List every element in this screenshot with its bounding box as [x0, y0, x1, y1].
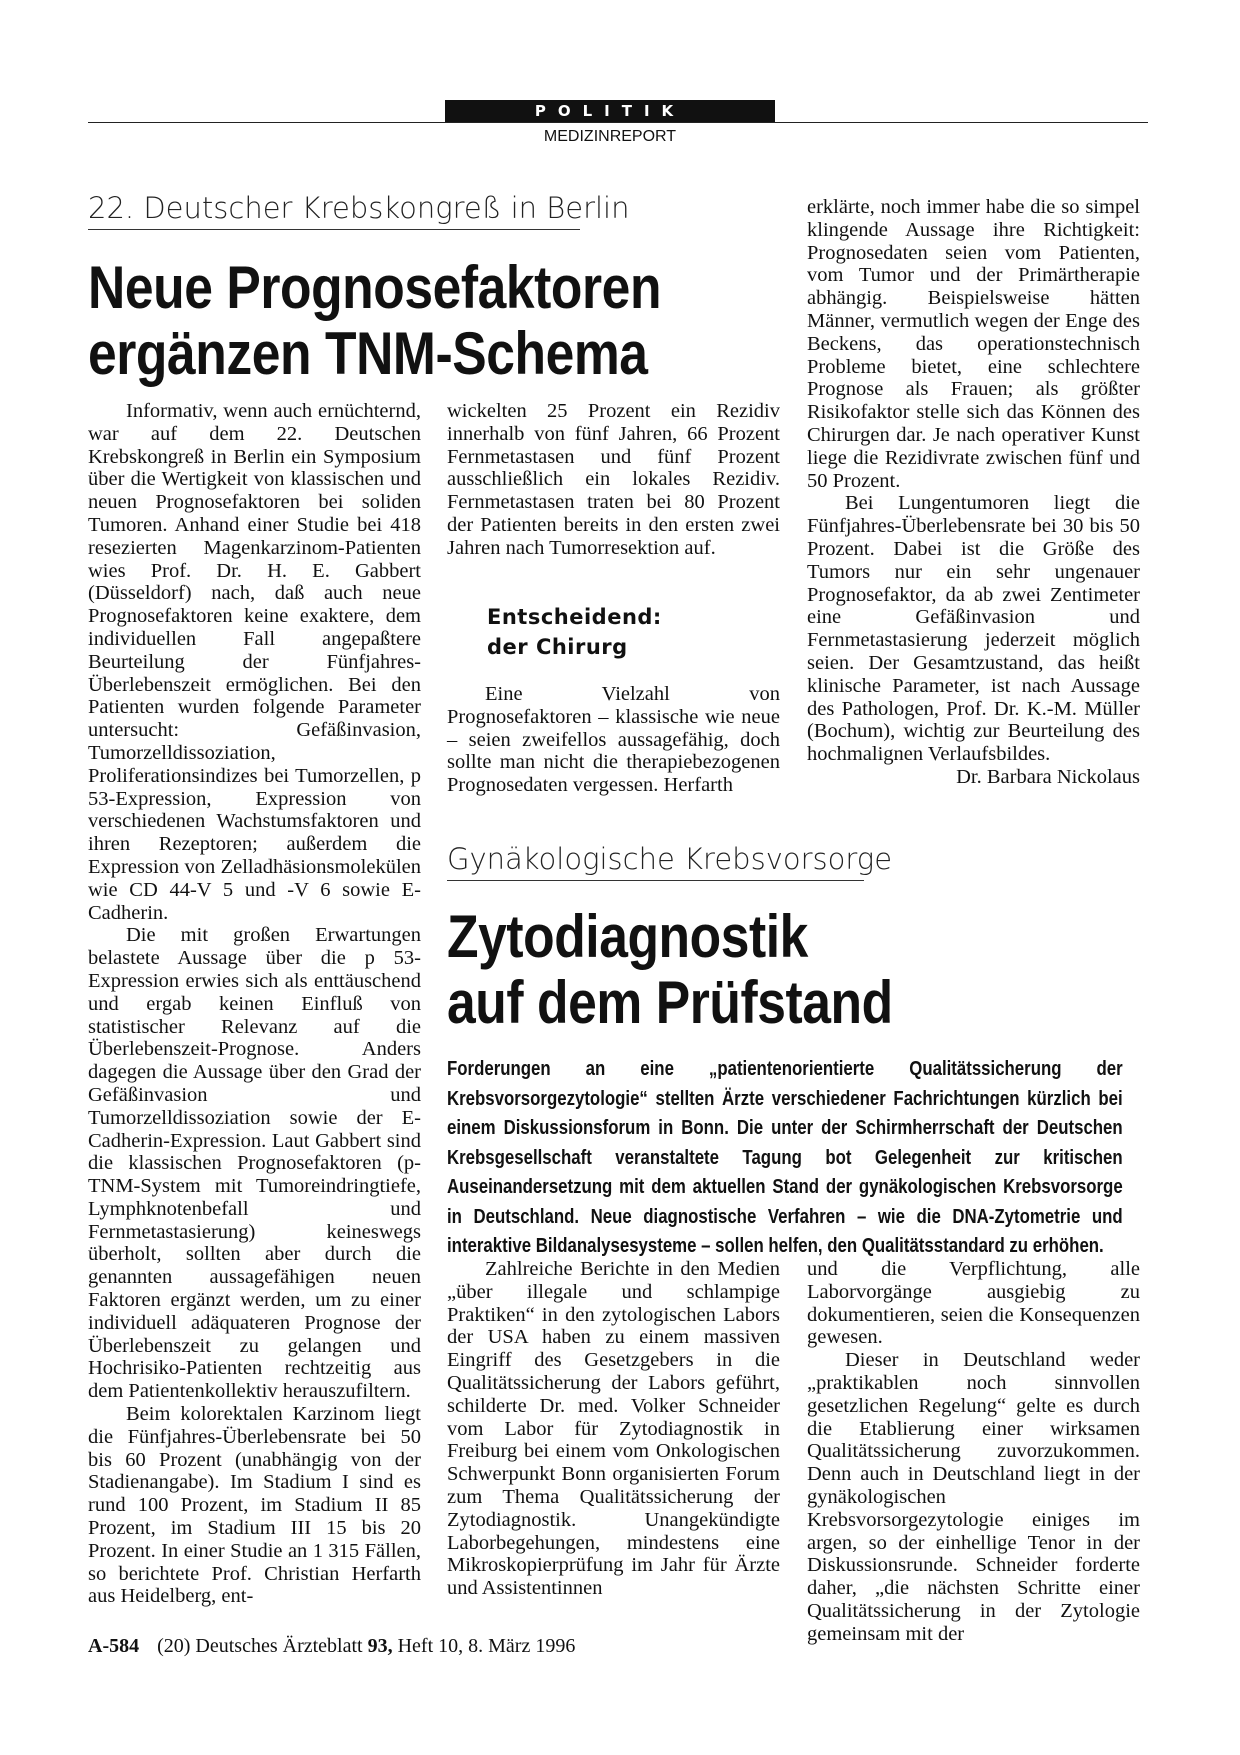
article1-column-2b	[447, 683, 780, 797]
article1-author: Dr. Barbara Nickolaus	[956, 765, 1140, 788]
article2-paragraph: Dieser in Deutschland weder „praktikablen noch sinnvollen gesetzlichen Regelung“ gelte es durch die Etablierung einer wirksamen Qualitätssicherung zuvorzukommen. Denn auch in Deutschland liegt in der gynäkologischen Krebsvorsorgezytologie einiges im argen, so der einhellige Tenor in der Diskussionsrunde. Schneider forderte daher, „die nächsten Schritte einer Qualitätssicherung in der Zytologie gemeinsam mit der	[807, 1349, 1140, 1645]
article2-column-3	[807, 1258, 1140, 1646]
footer-volume: 93,	[367, 1635, 393, 1657]
article1-column-2	[447, 400, 780, 560]
article1-kicker: 22. Deutscher Krebskongreß in Berlin	[88, 191, 580, 230]
article1-paragraph: wickelten 25 Prozent ein Rezidiv innerhalb von fünf Jahren, 66 Prozent Fernmetastasen und fünf Prozent ausschließlich ein lokales Rezidiv. Fernmetastasen traten bei 80 Prozent der Patienten bereits in den ersten zwei Jahren nach Tumorresektion auf.	[447, 400, 780, 559]
article1-headline	[88, 255, 661, 387]
article2-headline-line2: auf dem Prüfstand	[447, 969, 893, 1036]
article1-headline-line1: Neue Prognosefaktoren	[88, 254, 662, 321]
page-number: A-584	[88, 1635, 140, 1657]
article1-subhead-line1: Entscheidend:	[487, 605, 662, 629]
section-label: POLITIK	[445, 100, 775, 122]
article1-column-1	[88, 400, 421, 1608]
page-footer	[88, 1635, 575, 1658]
article1-subhead	[487, 602, 767, 662]
article1-paragraph: Informativ, wenn auch ernüchternd, war auf dem 22. Deutschen Krebskongreß in Berlin ein Symposium über die Wertigkeit von klassischen und neuen Prognosefaktoren bei soliden Tumoren. Anhand einer Studie bei 418 resezierten Magenkarzinom-Patienten wies Prof. Dr. H. E. Gabbert (Düsseldorf) nach, daß auch neue Prognosefaktoren keine exaktere, dem individuellen Fall angepaßtere Beurteilung der Fünfjahres-Überlebenszeit ermöglichen. Bei den Patienten wurden folgende Parameter untersucht: Gefäßinvasion, Tumorzelldissoziation, Proliferationsindizes bei Tumorzellen, p 53-Expression, Expression von verschiedenen Wachstumsfaktoren und ihren Rezeptoren; außerdem die Expression von Zelladhäsionsmolekülen wie CD 44-V 5 und -V 6 sowie E-Cadherin.	[88, 400, 421, 924]
article1-paragraph: erklärte, noch immer habe die so simpel klingende Aussage ihre Richtigkeit: Prognosedaten seien vom Patienten, vom Tumor und der Primärtherapie abhängig. Beispielsweise hätten Männer, vermutlich wegen der Enge des Beckens, das operationstechnisch Probleme bietet, eine schlechtere Prognose als Frauen; als größter Risikofaktor stelle sich das Können des Chirurgen dar. Je nach operativer Kunst liege die Rezidivrate zwischen fünf und 50 Prozent.	[807, 196, 1140, 492]
footer-issue: Heft 10, 8. März 1996	[392, 1635, 576, 1657]
subsection-label: MEDIZINREPORT	[543, 128, 677, 145]
article2-column-2	[447, 1258, 780, 1600]
article1-paragraph: Die mit großen Erwartungen belastete Aussage über die p 53-Expression erwies sich als enttäuschend und ergab keinen Einfluß von statistischer Relevanz auf die Überlebenszeit-Prognose. Anders dagegen die Aussage über den Grad der Gefäßinvasion und Tumorzelldissoziation sowie der E-Cadherin-Expression. Laut Gabbert sind die klassischen Prognosefaktoren (p-TNM-System mit Tumoreindringtiefe, Lymphknotenbefall und Fernmetastasierung) keineswegs überholt, sollten aber durch die genannten aussagefähigen neuen Faktoren ergänzt werden, um zu einer individuell adäquateren Prognose der Überlebenszeit zu gelangen und Hochrisiko-Patienten rechtzeitig aus dem Patientenkollektiv herauszufiltern.	[88, 924, 421, 1403]
article2-headline-line1: Zytodiagnostik	[447, 903, 808, 970]
footer-citation: (20) Deutsches Ärzteblatt	[157, 1635, 368, 1657]
article2-lead: Forderungen an eine „patientenorientierte Qualitätssicherung der Krebsvorsorgezytologie“ stellten Ärzte verschiedener Fachrichtungen kürzlich bei einem Diskussionsforum in Bonn. Die unter der Schirmherrschaft der Deutschen Krebsgesellschaft veranstaltete Tagung bot Gelegenheit zur kritischen Auseinandersetzung mit dem aktuellen Stand der gynäkologischen Krebsvorsorge in Deutschland. Neue diagnostische Verfahren – wie die DNA-Zytometrie und interaktive Bildanalysesysteme – sollen helfen, den Qualitätsstandard zu erhöhen.	[447, 1057, 1123, 1257]
article1-paragraph: Bei Lungentumoren liegt die Fünfjahres-Überlebensrate bei 30 bis 50 Prozent. Dabei ist die Größe des Tumors nur ein sehr ungenauer Prognosefaktor, da ab zwei Zentimeter eine Gefäßinvasion und Fernmetastasierung jederzeit möglich seien. Der Gesamtzustand, das heißt klinische Parameter, ist nach Aussage des Pathologen, Prof. Dr. K.-M. Müller (Bochum), wichtig zur Beurteilung des hochmalignen Verlaufsbildes.	[807, 492, 1140, 766]
article1-paragraph: Eine Vielzahl von Prognosefaktoren – klassische wie neue – seien zweifellos aussagefähig, doch sollte man nicht die therapiebezogenen Prognosedaten vergessen. Herfarth	[447, 683, 780, 797]
article1-paragraph: Beim kolorektalen Karzinom liegt die Fünfjahres-Überlebensrate bei 50 bis 60 Prozent (unabhängig von der Stadienangabe). Im Stadium I sind es rund 100 Prozent, im Stadium II 85 Prozent, im Stadium III 15 bis 20 Prozent. In einer Studie an 1 315 Fällen, so berichtete Prof. Christian Herfarth aus Heidelberg, ent-	[88, 1403, 421, 1608]
article2-headline	[447, 904, 893, 1036]
article1-subhead-line2: der Chirurg	[487, 635, 628, 659]
article1-column-3	[807, 196, 1140, 789]
article2-paragraph: Zahlreiche Berichte in den Medien „über illegale und schlampige Praktiken“ in den zytologischen Labors der USA haben zu einem massiven Eingriff des Gesetzgebers in die Qualitätssicherung der Labors geführt, schilderte Dr. med. Volker Schneider vom Labor für Zytodiagnostik in Freiburg bei einem vom Onkologischen Schwerpunkt Bonn organisierten Forum zum Thema Qualitätssicherung der Zytodiagnostik. Unangekündigte Laborbegehungen, mindestens eine Mikroskopierprüfung im Jahr für Ärzte und Assistentinnen	[447, 1258, 780, 1600]
article2-paragraph: und die Verpflichtung, alle Laborvorgänge ausgiebig zu dokumentieren, seien die Konsequenzen gewesen.	[807, 1258, 1140, 1349]
article1-headline-line2: ergänzen TNM-Schema	[88, 320, 648, 387]
header-rule	[88, 122, 1148, 123]
article2-kicker: Gynäkologische Krebsvorsorge	[447, 842, 864, 881]
